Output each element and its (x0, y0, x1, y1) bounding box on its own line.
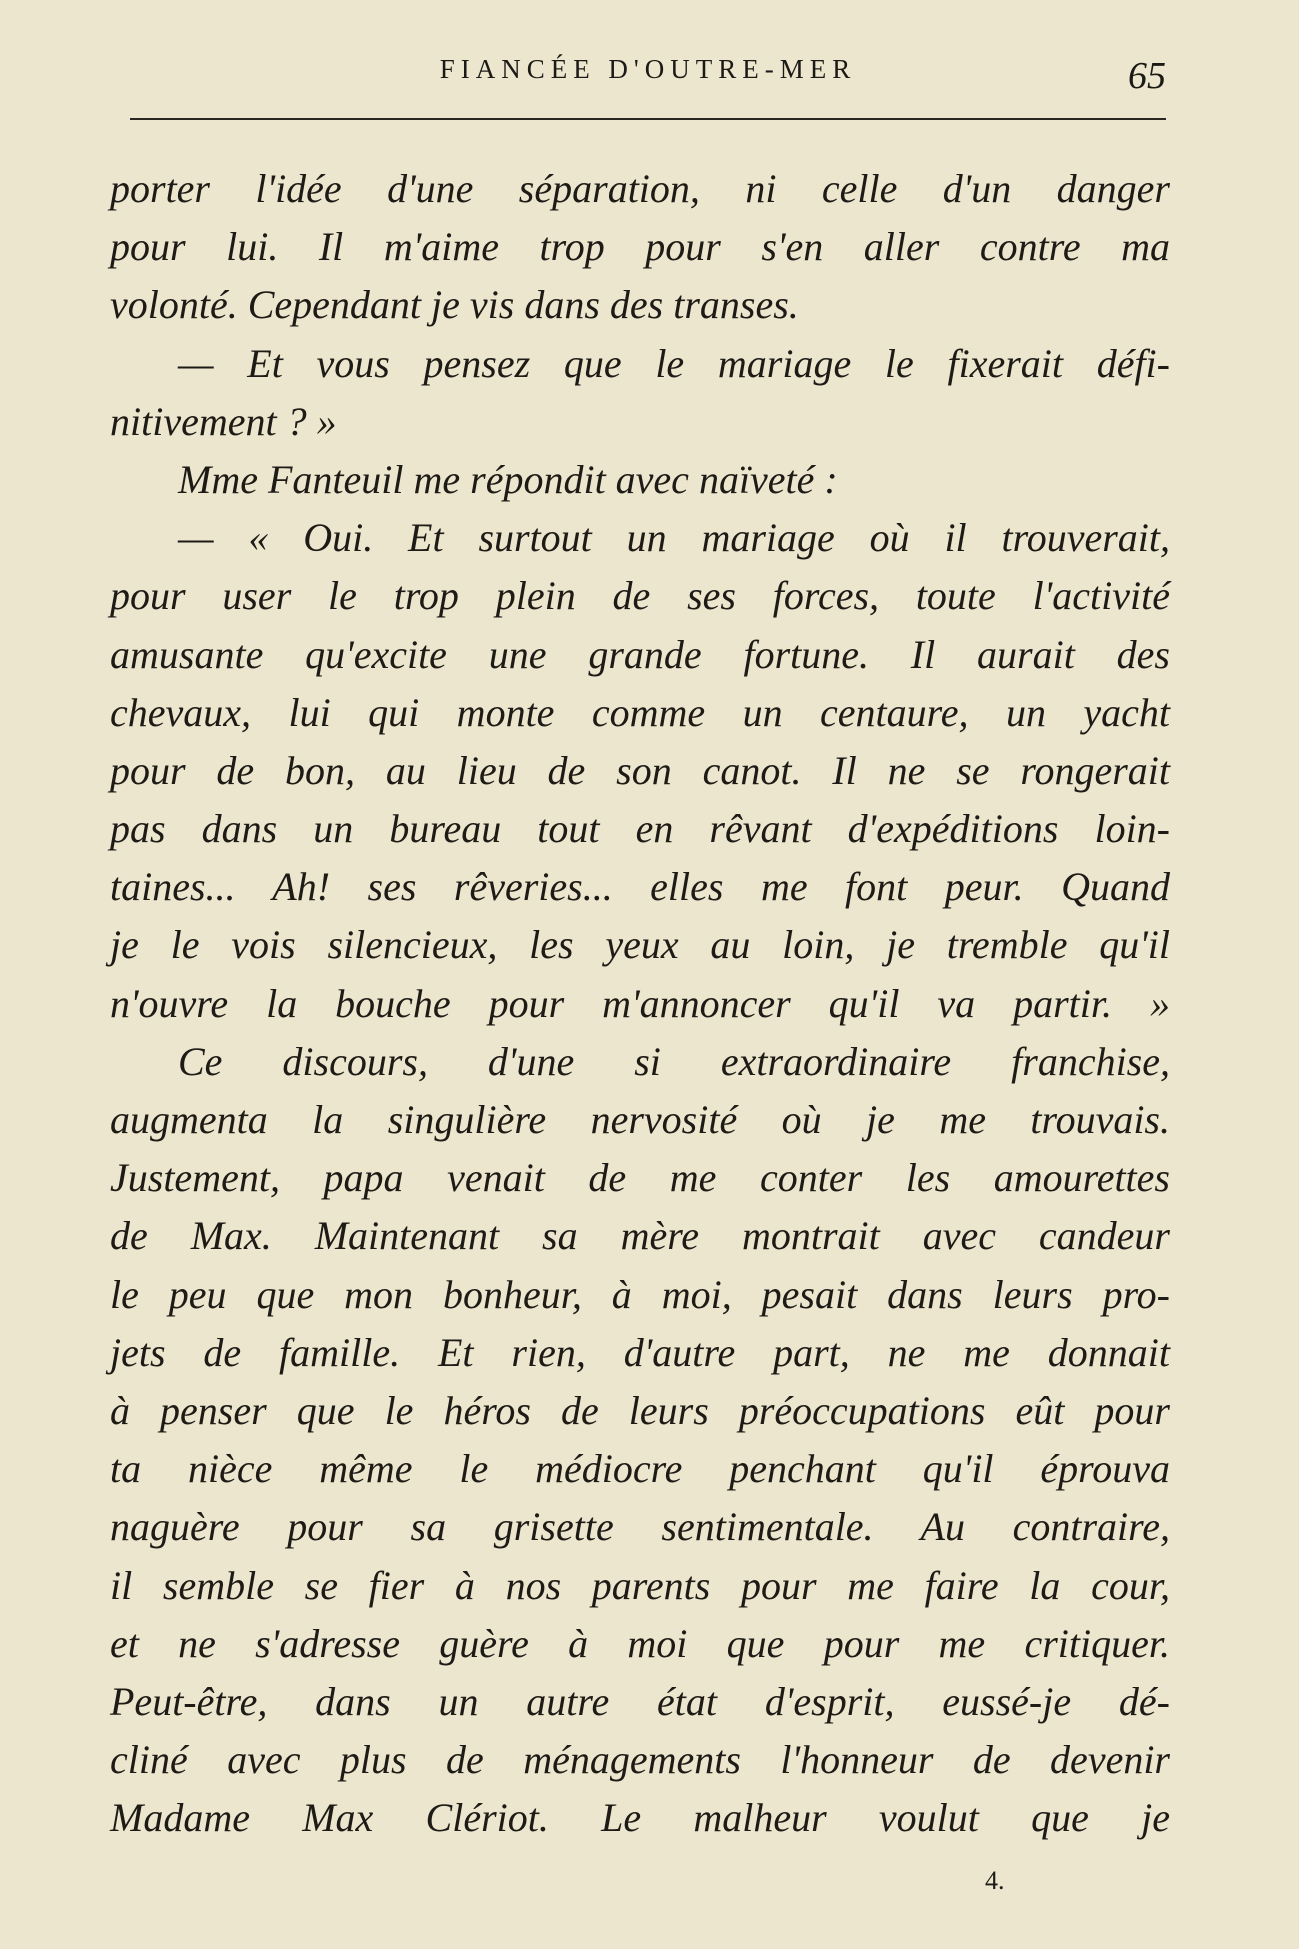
text-line: ta nièce même le médiocre penchant qu'il éprouva (110, 1446, 1170, 1492)
text-line: le peu que mon bonheur, à moi, pesait dans leurs pro- (110, 1271, 1170, 1317)
text-line: Madame Max Clériot. Le malheur voulut que je (110, 1795, 1170, 1841)
header-rule (130, 118, 1166, 120)
text-line: volonté. Cependant je vis dans des transes. (110, 282, 799, 328)
text-line: Mme Fanteuil me répondit avec naïveté : (178, 456, 838, 502)
text-line: à penser que le héros de leurs préoccupations eût pour (110, 1387, 1170, 1433)
text-line: n'ouvre la bouche pour m'annoncer qu'il va partir. » (110, 980, 1170, 1026)
text-line: pour lui. Il m'aime trop pour s'en aller contre ma (110, 224, 1170, 270)
text-line: — Et vous pensez que le mariage le fixerait défi- (178, 340, 1170, 386)
text-line: Justement, papa venait de me conter les amourettes (110, 1155, 1170, 1201)
text-line: je le vois silencieux, les yeux au loin, je tremble qu'il (110, 922, 1170, 968)
text-line: — « Oui. Et surtout un mariage où il trouverait, (178, 515, 1170, 561)
text-line: pour de bon, au lieu de son canot. Il ne se rongerait (110, 747, 1170, 793)
running-head (130, 40, 1166, 100)
text-line: Ce discours, d'une si extraordinaire franchise, (178, 1038, 1170, 1084)
text-line: taines... Ah! ses rêveries... elles me font peur. Quand (110, 864, 1170, 910)
text-line: porter l'idée d'une séparation, ni celle d'un danger (110, 166, 1170, 211)
text-line: Peut-être, dans un autre état d'esprit, eussé-je dé- (110, 1678, 1170, 1724)
text-line: chevaux, lui qui monte comme un centaure, un yacht (110, 689, 1170, 735)
running-title: FIANCÉE D'OUTRE-MER (439, 54, 857, 84)
text-line: de Max. Maintenant sa mère montrait avec candeur (110, 1213, 1170, 1259)
text-line: jets de famille. Et rien, d'autre part, ne me donnait (110, 1329, 1170, 1375)
signature-mark: 4. (985, 1866, 1005, 1895)
text-line: pas dans un bureau tout en rêvant d'expéditions loin- (110, 806, 1170, 852)
text-line: et ne s'adresse guère à moi que pour me critiquer. (110, 1620, 1170, 1666)
text-line: pour user le trop plein de ses forces, toute l'activité (110, 573, 1170, 619)
text-line: nitivement ? » (110, 398, 337, 444)
text-line: augmenta la singulière nervosité où je me trouvais. (110, 1097, 1170, 1142)
body-text (110, 160, 1170, 1847)
text-line: naguère pour sa grisette sentimentale. Au contraire, (110, 1504, 1170, 1550)
text-line: amusante qu'excite une grande fortune. Il aurait des (110, 631, 1170, 677)
text-line: il semble se fier à nos parents pour me faire la cour, (110, 1562, 1170, 1608)
text-line: cliné avec plus de ménagements l'honneur de devenir (110, 1737, 1170, 1783)
page-number: 65 (1128, 55, 1166, 97)
